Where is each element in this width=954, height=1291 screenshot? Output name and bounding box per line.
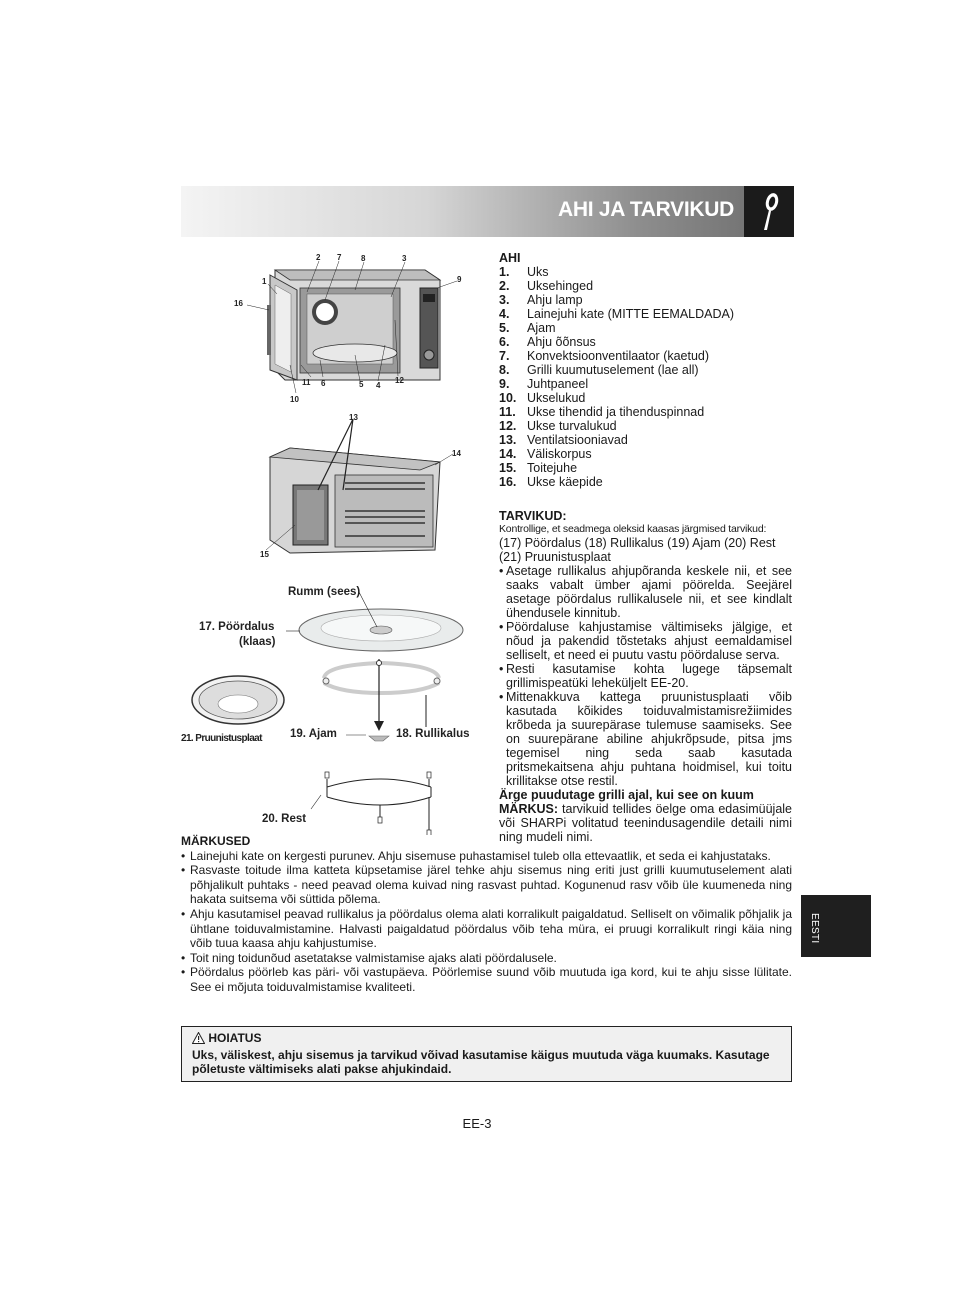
callout-12: 12 [395,376,404,385]
callout-1: 1 [262,277,267,286]
accessories-bullets [499,564,792,788]
parts-list-item [499,461,792,475]
parts-item-number: 8. [499,363,510,377]
callout-14: 14 [452,449,461,458]
parts-item-number: 4. [499,307,510,321]
parts-item-number: 3. [499,293,510,307]
parts-item-number: 14. [499,447,517,461]
parts-item-text: Ahju lamp [527,293,583,307]
warning-text: Uks, väliskest, ahju sisemus ja tarvikud võivad kasutamise käigus muutuda väga kuumaks. Kasutage põletuste vältimiseks alati pakse ahjukindaid. [192,1047,770,1076]
parts-list-item [499,335,792,349]
callout-16: 16 [234,299,243,308]
label-poordalus: 17. Pöördalus [199,621,275,633]
label-pruunistusplaat: 21. Pruunistusplaat [181,733,262,744]
callout-3: 3 [402,254,407,263]
parts-item-text: Ukse käepide [527,475,603,489]
parts-list-item [499,377,792,391]
parts-item-number: 5. [499,321,510,335]
parts-item-number: 7. [499,349,510,363]
oven-front-figure [225,250,475,410]
parts-item-number: 13. [499,433,517,447]
accessories-list-line2: (21) Pruunistusplaat [499,550,611,564]
parts-item-text: Ukselukud [527,391,586,405]
callout-11: 11 [302,378,311,387]
parts-item-number: 9. [499,377,510,391]
parts-item-text: Ukse tihendid ja tihenduspinnad [527,405,705,419]
notes-bullet: • Ahju kasutamisel peavad rullikalus ja pöördalus olema alati korralikult paigaldatud. Selliselt on võimalik põhjalik ja ühtlane toiduvalmistamine. Halvasti paigaldatud pöördalus võib teha müra, ei pruugi korralikult ringi käia ning võib tuua kaasa ahju kahjustumise. [181,907,792,951]
parts-item-text: Konvektsioonventilaator (kaetud) [527,349,710,363]
callout-5: 5 [359,380,364,389]
parts-item-text: Lainejuhi kate (MITTE EEMALDADA) [527,307,735,321]
callout-10: 10 [290,395,299,404]
label-ajam: 19. Ajam [290,728,337,740]
oven-back-figure [255,410,470,565]
parts-list-item [499,475,792,489]
parts-item-number: 1. [499,265,510,279]
notes-title: MÄRKUSED [181,834,251,848]
label-rullikalus: 18. Rullikalus [396,728,470,740]
callout-9: 9 [457,275,462,284]
parts-list-item [499,419,792,433]
grill-warning: Ärge puudutage grilli ajal, kui see on kuum [499,788,754,802]
accessories-bullet: • Pöördaluse kahjustamise vältimiseks jälgige, et nõud ja pakendid tõstetaks ahjust eemaldamisel selliselt, et need ei puutu vastu pöördaluse serva. [499,620,792,662]
parts-item-number: 15. [499,461,517,475]
callout-2: 2 [316,253,321,262]
parts-item-text: Väliskorpus [527,447,592,461]
parts-item-number: 16. [499,475,517,489]
parts-list-item [499,307,792,321]
parts-list-item [499,293,792,307]
parts-item-number: 2. [499,279,510,293]
markus-text: tarvikuid tellides öelge oma edasimüüjale või SHARPi volitatud teenindusagendile detaili nimi ning mudeli nimi. [499,802,792,844]
accessories-title: TARVIKUD: [499,509,567,523]
spoon-icon [744,186,794,237]
parts-item-text: Uksehinged [527,279,594,293]
notes-section [181,834,792,995]
callout-7: 7 [337,253,342,262]
markus-label: MÄRKUS: [499,802,559,816]
parts-list-item [499,321,792,335]
notes-bullet: • Toit ning toidunõud asetatakse valmistamise ajaks alati pöördalusele. [181,951,792,966]
callout-4: 4 [376,381,381,390]
accessories-section [499,509,792,844]
parts-item-text: Juhtpaneel [527,377,589,391]
parts-item-text: Ahju õõnsus [527,335,596,349]
notes-list [181,849,792,995]
parts-list-item [499,433,792,447]
parts-title: AHI [499,251,521,265]
parts-item-number: 11. [499,405,516,419]
parts-item-text: Toitejuhe [527,461,578,475]
label-poordalus-klaas: (klaas) [239,636,276,648]
parts-list-item [499,447,792,461]
language-tab-label: EESTI [809,913,820,944]
page-title: AHI JA TARVIKUD [558,198,734,221]
parts-section [499,251,792,489]
notes-bullet: • Lainejuhi kate on kergesti purunev. Ahju sisemuse puhastamisel tuleb olla ettevaatlik, et seda ei kahjustataks. [181,849,792,864]
label-rumm: Rumm (sees) [288,586,361,598]
parts-item-text: Uks [527,265,549,279]
parts-list-item [499,279,792,293]
callout-13: 13 [349,413,358,422]
callout-8: 8 [361,254,366,263]
parts-item-text: Ukse turvalukud [527,419,617,433]
warning-box [181,1026,792,1082]
accessories-figure [181,575,481,835]
warning-title: HOIATUS [208,1031,262,1045]
accessories-list-line1: (17) Pöördalus (18) Rullikalus (19) Ajam (20) Rest [499,536,776,550]
parts-list-item [499,405,792,419]
parts-item-text: Ajam [527,321,556,335]
callout-6: 6 [321,379,326,388]
parts-list-item [499,363,792,377]
accessories-intro: Kontrollige, et seadmega oleksid kaasas järgmised tarvikud: [499,523,767,535]
parts-list-item [499,349,792,363]
parts-list-item [499,265,792,279]
parts-list [499,265,792,489]
parts-item-number: 10. [499,391,517,405]
parts-item-number: 12. [499,419,517,433]
callout-15: 15 [260,550,269,559]
parts-item-text: Ventilatsiooniavad [527,433,628,447]
parts-list-item [499,391,792,405]
warning-heading [192,1031,781,1048]
accessories-bullet: • Mittenakkuva kattega pruunistusplaati võib kasutada kõikides toiduvalmistamisrežiimides krõbeda ja suurepärase tulemuse saamiseks. See on suurepärane abiline ahjukrõpsude, pitsa jms tegemisel ning seda saab kasutada pritsmekaitsena ahju puhtana hoidmisel, kui toitu krillitakse otse restil. [499,690,792,788]
notes-bullet: • Rasvaste toitude ilma katteta küpsetamise järel tehke ahju sisemus ning eriti just grilli kuumutuselement alati põhjalikult puhtaks - need peavad olema kuivad ning rasvast puhtad. Kogunenud rasv võib üle kuumeneda ning hakata suitsema või süttida põlema. [181,863,792,907]
page-number: EE-3 [462,1116,492,1131]
parts-item-text: Grilli kuumutuselement (lae all) [527,363,699,377]
warning-triangle-icon [192,1032,205,1048]
label-rest: 20. Rest [262,813,307,825]
notes-bullet: • Pöördalus pöörleb kas päri- või vastupäeva. Pöörlemise suund võib muutuda iga kord, kui te ahju sisse lülitate. See ei mõjuta toiduvalmistamise kvaliteeti. [181,965,792,994]
parts-item-number: 6. [499,335,510,349]
section-header [181,186,794,237]
accessories-bullet: • Asetage rullikalus ahjupõranda keskele nii, et see saaks vabalt ümber ajami pöörelda. Seejärel asetage pöördalus rullikalusele nii, et see kindlalt ühendusele kinnitub. [499,564,792,620]
language-tab [801,895,871,957]
accessories-bullet: • Resti kasutamise kohta lugege täpsemalt grillimispeatüki leheküljelt EE-20. [499,662,792,690]
